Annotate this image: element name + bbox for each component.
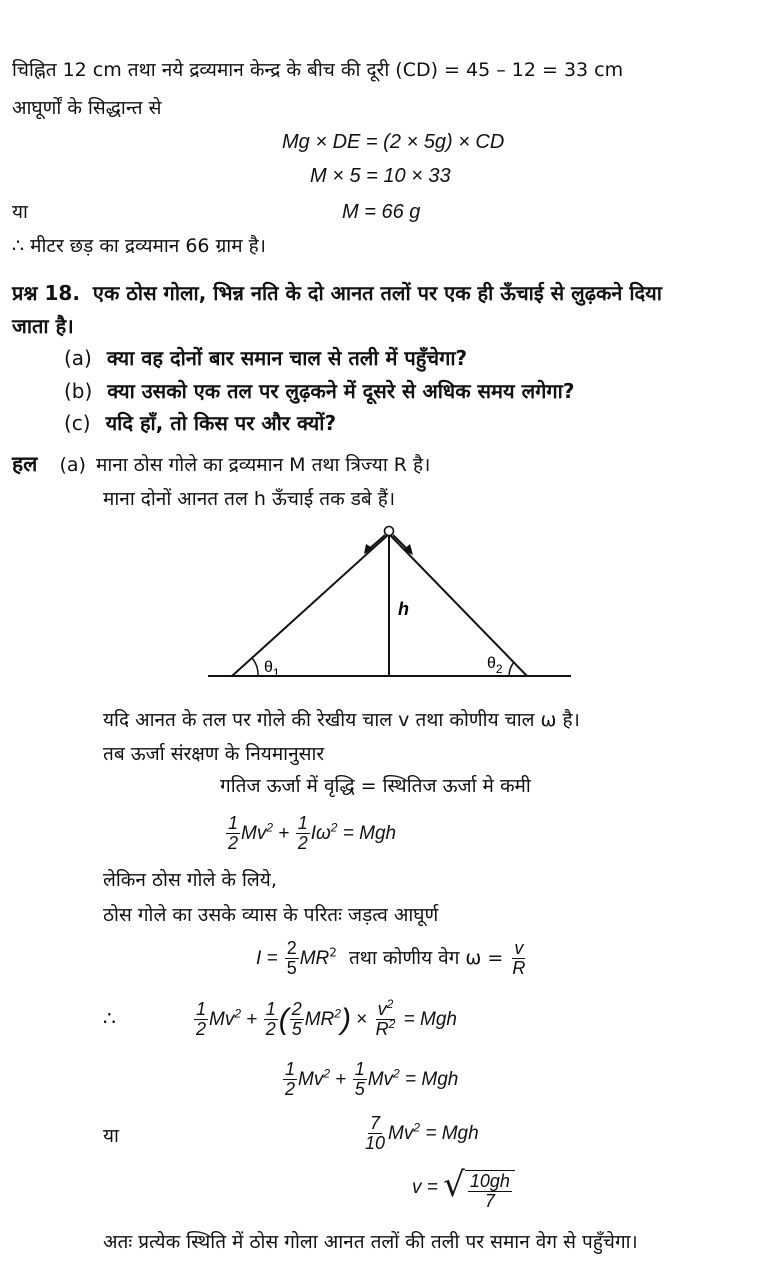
part-text: यदि हाँ, तो किस पर और क्यों? [105,411,337,435]
solution-a-tag: (a) [59,454,86,476]
frac-half: $\frac{1}{2}$ [285,1059,296,1100]
solution-line1 [12,452,430,477]
frac-half: $\frac{1}{2}$ [196,999,207,1040]
question-text1: एक ठोस गोला, भिन्न नति के दो आनत तलों पर एक ही ऊँचाई से लुढ़कने दिया [92,281,662,305]
part-text: क्या वह दोनों बार समान चाल से तली में पहुँचेगा? [106,346,468,370]
eq2-energy: $\frac{1}{2}$ Mv$^2$ + $\frac{1}{2}$ $I\omega^2$ = Mgh [228,813,397,854]
theta1-symbol: θ [264,659,273,676]
eq6-ya: या [103,1125,119,1147]
frac-half: $\frac{1}{2}$ [265,999,276,1040]
eq6-energy-total: $\frac{7}{10}$ Mv$^2$ = Mgh [365,1113,479,1154]
frac-two-fifths: $\frac{2}{5}$ [286,938,297,978]
solution-line6: लेकिन ठोस गोले के लिये, [103,869,277,891]
eq1-a: Mg × DE = (2 × 5g) × CD [282,131,505,153]
para1-line2: आघूर्णों के सिद्धान्त से [12,97,162,119]
eq4-therefore: ∴ [103,1006,116,1030]
eq5-energy-simplified: $\frac{1}{2}$ Mv$^2$ + $\frac{1}{5}$ Mv$^2$ = Mgh [285,1059,459,1100]
height-label: h [398,599,409,619]
theta2-label [487,655,503,676]
theta2-symbol: θ [487,655,496,672]
solution-line4: तब ऊर्जा संरक्षण के नियमानुसार [103,743,325,765]
question-part-b [64,379,574,403]
theta1-sub: 1 [272,666,280,680]
solution-line5: गतिज ऊर्जा में वृद्धि = स्थितिज ऊर्जा मे कमी [220,775,531,797]
theta2-sub: 2 [495,662,503,676]
question-part-a [64,346,467,370]
angle-arc-left [252,658,258,676]
solution-a-text: माना ठोस गोले का द्रव्यमान M तथा त्रिज्या R है। [95,454,431,476]
eq3-inertia: I = $\frac{2}{5}$ $MR^2$ तथा कोणीय वेग ω = $\frac{v}{R}$ [256,938,526,978]
eq1-ya: या [12,201,28,223]
angle-arc-right [509,662,514,676]
solution-line2: माना दोनों आनत तल h ऊँचाई तक डबे हैं। [103,488,396,510]
frac-seven-tenths: $\frac{7}{10}$ [365,1113,386,1154]
question-part-c [64,411,336,435]
eq1-b: M × 5 = 10 × 33 [310,165,451,187]
sphere-at-top [385,527,394,536]
question-text2: जाता है। [12,314,74,338]
incline-right [389,534,527,676]
solution-label: हल [12,452,38,476]
frac-v-over-r: $\frac{v}{R}$ [512,938,526,978]
frac-one-fifth: $\frac{1}{5}$ [354,1059,365,1100]
eq1-conclusion: ∴ मीटर छड़ का द्रव्यमान 66 ग्राम है। [12,235,266,257]
eq7-velocity: v = √ 10gh 7 [412,1162,515,1214]
radical-sign-icon: √ [443,1164,465,1205]
part-tag: (c) [64,411,91,435]
solution-final: अतः प्रत्येक स्थिति में ठोस गोला आनत तलों की तली पर समान वेग से पहुँचेगा। [103,1231,638,1253]
eq1-c: M = 66 g [342,201,421,223]
incline-left [232,534,389,676]
part-tag: (b) [64,379,93,403]
frac-half: $\frac{1}{2}$ [297,813,308,854]
solution-line7: ठोस गोले का उसके व्यास के परितः जड़त्व आघूर्ण [103,904,439,926]
part-tag: (a) [64,346,92,370]
question-line1 [12,281,662,305]
inclined-planes-figure [0,520,777,720]
frac-two-fifths: $\frac{2}{5}$ [291,999,302,1040]
solution-line3: यदि आनत के तल पर गोले की रेखीय चाल v तथा कोणीय चाल ω है। [103,709,580,731]
frac-half: $\frac{1}{2}$ [228,813,239,854]
square-root: √ 10gh 7 [443,1165,515,1211]
part-text: क्या उसको एक तल पर लुढ़कने में दूसरे से अधिक समय लगेगा? [107,379,575,403]
question-label: प्रश्न 18. [12,281,80,305]
eq4-energy-sub: $\frac{1}{2}$ Mv$^2$ + $\frac{1}{2}$ ( $\frac{2}{5}$ $MR^2$) × $\frac{v^2}{R^2}$ = Mgh [196,997,457,1040]
para1-line1: चिह्नित 12 cm तथा नये द्रव्यमान केन्द्र के बीच की दूरी (CD) = 45 – 12 = 33 cm [12,59,624,81]
frac-v2-over-r2: $\frac{v^2}{R^2}$ [375,997,396,1040]
